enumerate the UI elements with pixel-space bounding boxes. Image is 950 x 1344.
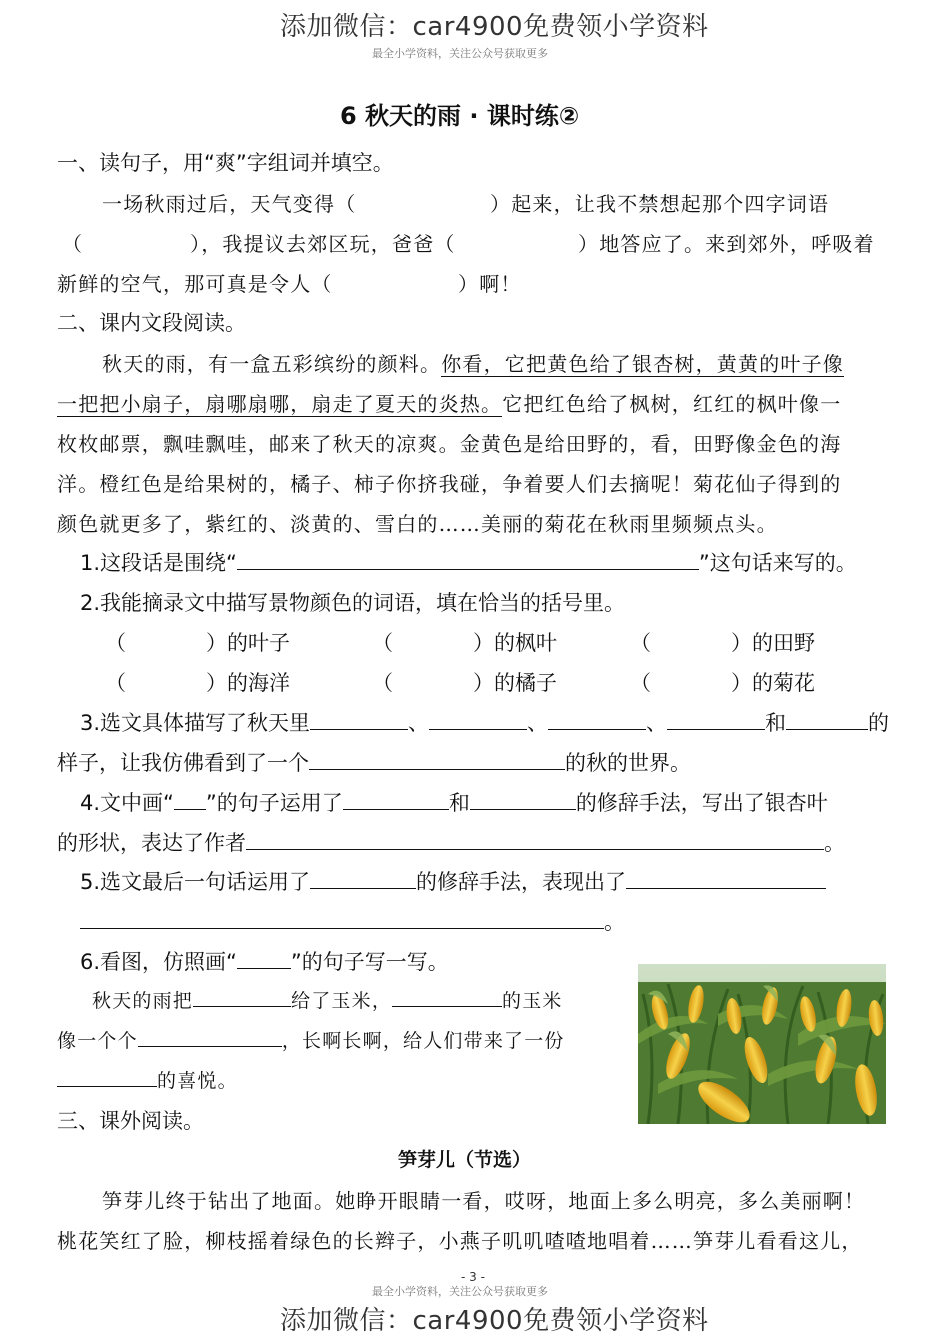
section1-heading: 一、读句子，用“爽”字组词并填空。 <box>57 151 394 175</box>
passage-line3: 枚枚邮票，飘哇飘哇，邮来了秋天的凉爽。金黄色是给田野的，看，田野像金色的海 <box>57 432 842 456</box>
q6-blank-3[interactable] <box>138 1045 282 1047</box>
question-1 <box>80 547 857 577</box>
q2-item-1: （ ）的叶子 <box>105 631 290 655</box>
passage-line2-b: 它把红色给了枫树，红红的枫叶像一 <box>502 392 842 416</box>
s1-line3-a: 新鲜的空气，那可真是令人（ <box>57 272 333 296</box>
q1-answer-blank[interactable] <box>237 568 699 570</box>
q3-blank-2[interactable] <box>429 728 527 730</box>
q1-text-a: 1.这段话是围绕“ <box>80 551 237 575</box>
page-title: 6 秋天的雨 · 课时练② <box>340 102 580 130</box>
q6-line3: 的喜悦。 <box>57 1066 238 1093</box>
q6-blank-4[interactable] <box>57 1085 157 1087</box>
q6-blank-1[interactable] <box>193 1005 291 1007</box>
question-4-line2: 的形状，表达了作者 。 <box>57 831 845 855</box>
q5-blank-3[interactable] <box>80 927 604 929</box>
passage-line1-a: 秋天的雨，有一盒五彩缤纷的颜料。 <box>102 352 442 376</box>
q2-item-4: （ ）的海洋 <box>105 671 290 695</box>
q6-mark-blank <box>237 967 291 969</box>
s1-line3-b: ）啊！ <box>458 272 522 296</box>
section3-subtitle: 笋芽儿（节选） <box>398 1149 532 1171</box>
question-4: 4.文中画“ ”的句子运用了 和 的修辞手法，写出了银杏叶 <box>80 791 828 815</box>
s1-line2-c: ）地答应了。来到郊外，呼吸着 <box>578 232 875 256</box>
s1-line1-a: 一场秋雨过后，天气变得（ <box>102 192 357 216</box>
q6-blank-2[interactable] <box>392 1005 502 1007</box>
q5-blank-1[interactable] <box>310 887 416 889</box>
passage-line2 <box>57 388 841 417</box>
q4-blank-1[interactable] <box>343 808 449 810</box>
q1-text-b: ”这句话来写的。 <box>698 551 857 575</box>
question-6: 6.看图，仿照画“ ”的句子写一写。 <box>80 950 449 974</box>
question-2: 2.我能摘录文中描写景物颜色的词语，填在恰当的括号里。 <box>80 591 626 615</box>
passage-line1-underlined: 你看，它把黄色给了银杏树，黄黄的叶子像 <box>441 352 845 376</box>
q4-blank-2[interactable] <box>470 808 576 810</box>
section3-line2: 桃花笑红了脸，柳枝摇着绿色的长辫子，小燕子叽叽喳喳地唱着……笋芽儿看看这儿， <box>57 1229 863 1253</box>
section2-heading: 二、课内文段阅读。 <box>57 311 246 335</box>
q2-item-3: （ ）的田野 <box>630 631 815 655</box>
q4-blank-3[interactable] <box>246 848 824 850</box>
watermark-top-faint: 最全小学资料，关注公众号获取更多 <box>372 47 548 60</box>
passage-line4: 洋。橙红色是给果树的，橘子、柿子你挤我碰，争着要人们去摘呢！菊花仙子得到的 <box>57 472 842 496</box>
q3-blank-6[interactable] <box>309 768 565 770</box>
s1-line2-a: （ <box>62 232 84 256</box>
corn-field-photo <box>638 964 886 1124</box>
question-5-line2: 。 <box>80 906 625 936</box>
section3-heading: 三、课外阅读。 <box>57 1109 204 1133</box>
q2-item-6: （ ）的菊花 <box>630 671 815 695</box>
watermark-top: 添加微信：car4900免费领小学资料 <box>280 12 709 42</box>
q6-line2: 像一个个 ，长啊长啊，给人们带来了一份 <box>57 1030 565 1052</box>
s1-line2-b: ），我提议去郊区玩，爸爸（ <box>190 232 456 256</box>
passage-line1 <box>102 348 844 377</box>
q5-blank-2[interactable] <box>626 887 826 889</box>
page-number: - 3 - <box>461 1270 485 1284</box>
q2-item-5: （ ）的橘子 <box>372 671 557 695</box>
q2-item-2: （ ）的枫叶 <box>372 631 557 655</box>
watermark-bottom-faint: 最全小学资料，关注公众号获取更多 <box>372 1285 548 1298</box>
q4-mark-blank <box>174 808 206 810</box>
section3-line1: 笋芽儿终于钻出了地面。她睁开眼睛一看，哎呀，地面上多么明亮，多么美丽啊！ <box>102 1189 866 1213</box>
q3-blank-3[interactable] <box>548 728 646 730</box>
passage-line5: 颜色就更多了，紫红的、淡黄的、雪白的……美丽的菊花在秋雨里频频点头。 <box>57 512 778 536</box>
passage-line2-underlined: 一把把小扇子，扇哪扇哪，扇走了夏天的炎热。 <box>57 392 503 416</box>
question-3: 3.选文具体描写了秋天里 、 、 、 和 的 <box>80 711 890 735</box>
q3-blank-5[interactable] <box>786 728 868 730</box>
q3-blank-4[interactable] <box>667 728 765 730</box>
q6-line1: 秋天的雨把 给了玉米， 的玉米 <box>92 990 563 1012</box>
question-3-line2: 样子，让我仿佛看到了一个 的秋的世界。 <box>57 751 691 775</box>
s1-line1-b: ）起来，让我不禁想起那个四字词语 <box>490 192 830 216</box>
watermark-bottom: 添加微信：car4900免费领小学资料 <box>280 1306 709 1336</box>
question-5: 5.选文最后一句话运用了 的修辞手法，表现出了 <box>80 866 826 896</box>
q3-blank-1[interactable] <box>310 728 408 730</box>
